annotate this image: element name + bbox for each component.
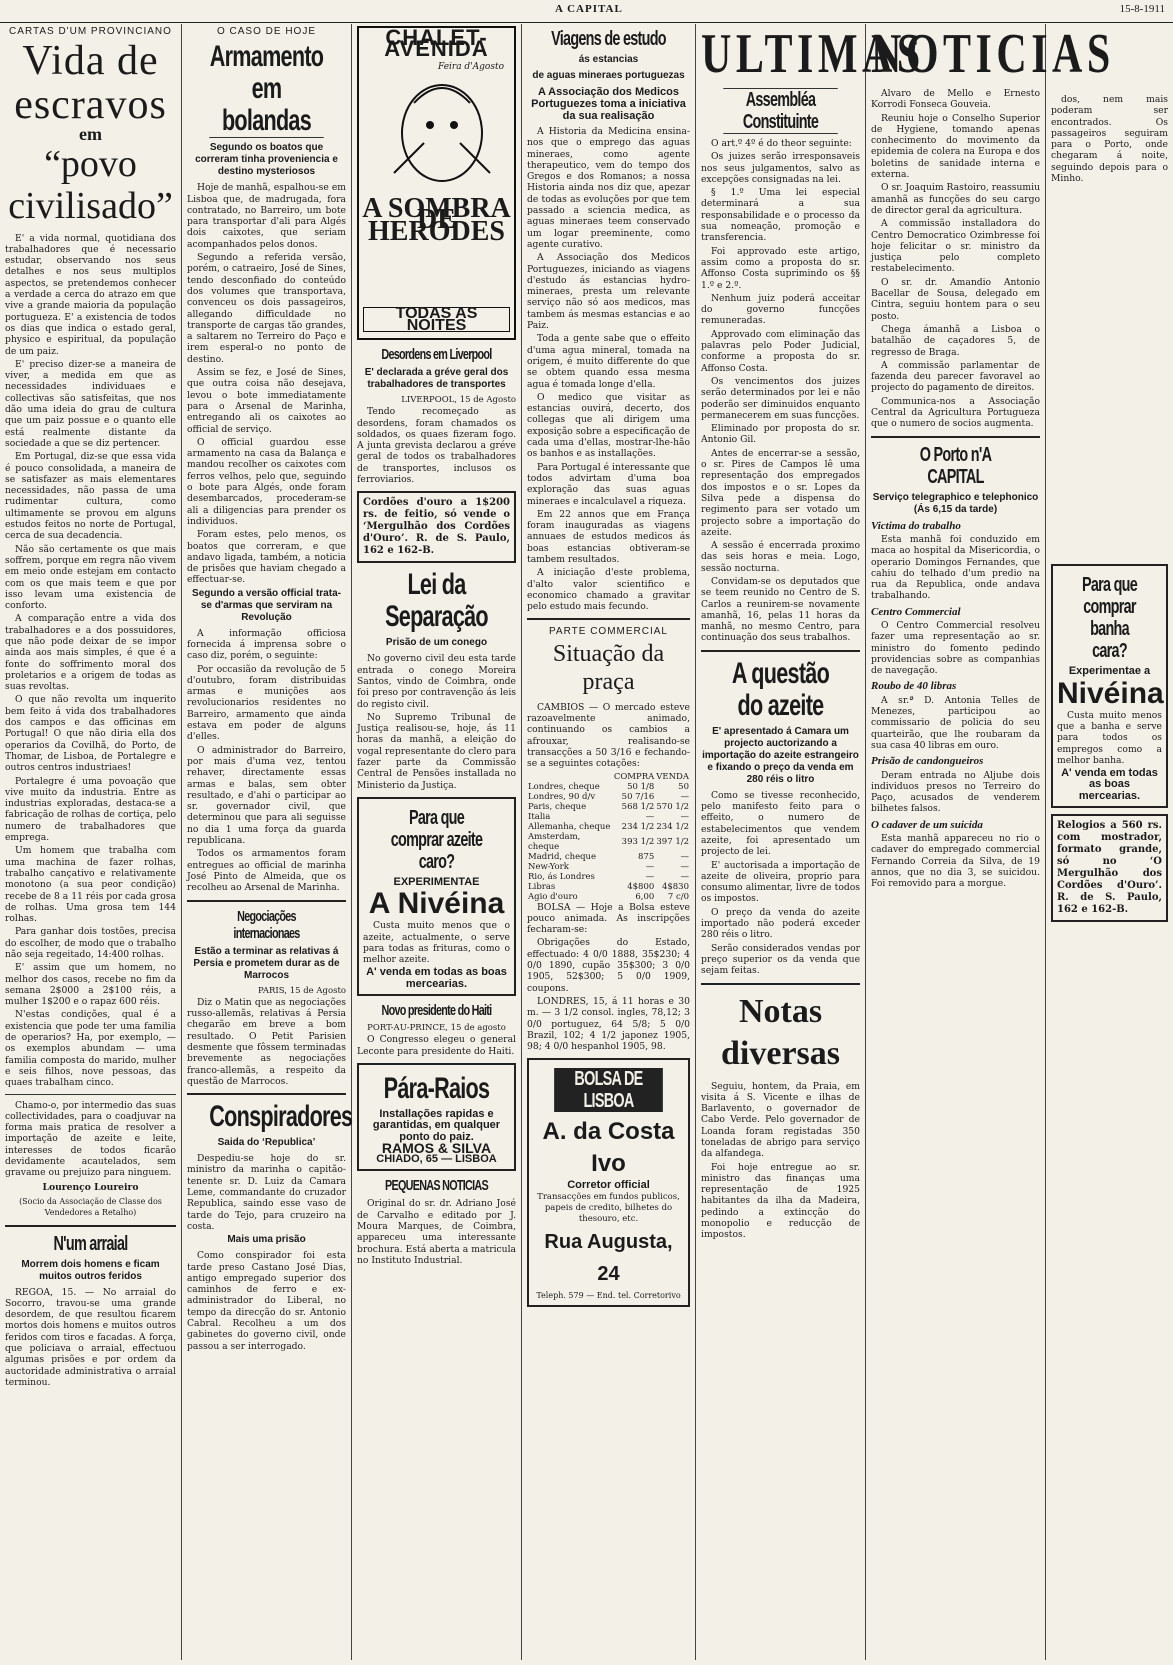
article-paragraph: Convidam-se os deputados que se teem reunido no Centro de S. Carlos a reunirem-se novamente amanhã, 16, pelas 11 horas da manhã, no mesmo Centro, para continuação dos seus trabalhos.	[701, 575, 860, 644]
article-paragraph: Seguiu, hontem, da Praia, em visita á S. Vicente e ilhas de Barlavento, o governador de Cabo Verde. Pelo governador de Loanda foram registadas 350 toneladas de abrigo para serviço da alfandega.	[701, 1080, 860, 1160]
banner-noticias: NOTICIAS	[871, 23, 1115, 85]
table-cell: —	[680, 861, 689, 872]
article-paragraph: Communica-nos a Associação Central da Agricultura Portugueza que o numero de socios augmenta.	[871, 395, 1040, 430]
table-cell: 397 1/2	[656, 836, 689, 847]
article-paragraph: Nenhum juiz poderá acceitar do governo funcções remuneradas.	[701, 292, 860, 327]
table-cell: 393 1/2	[621, 836, 655, 847]
issue-date: 15-8-1911	[1119, 3, 1165, 15]
table-cell: 50	[678, 781, 689, 792]
article-paragraph: Segundo a referida versão, porém, o catraeiro, José de Sines, tendo desconfiado do conteúdo dos volumes que transportava, convenceu os dois passageiros, allegando difficuldade no transporte de cargas tão grandes, a saltarem no Terreiro do Paço e irem esperal-o no ponto de destino.	[187, 252, 346, 365]
section-head: Centro Commercial	[871, 605, 961, 618]
table-cell: —	[680, 791, 689, 802]
table-row	[527, 882, 690, 892]
article-paragraph: O art.º 4º é do theor seguinte:	[711, 138, 852, 149]
ad-brand: Nivéina	[1057, 676, 1164, 710]
banner-ultimas: ULTIMAS	[701, 23, 925, 85]
poster-illustration	[364, 73, 520, 193]
headline-povo-civilisado: “povo civilisado”	[8, 142, 173, 227]
dateline: LIVERPOOL, 15 de Agosto	[401, 395, 516, 405]
headline-arraial: N'um arraial	[53, 1232, 128, 1255]
column-7	[1046, 24, 1173, 1660]
article-paragraph: E' a vida normal, quotidiana dos trabalhadores que é necessario estudar, observando nos seus detalhes e nos seus multiplos aspectos, se pretendemos conhecer a verdade a cerca do atrazo em que vive a grande maioria da população portugueza. E' a existencia de todos os dias que indica o estado geral, physico e espiritual, da população de um paiz.	[5, 232, 176, 357]
article-paragraph: N'estas condições, qual é a existencia que pode ter uma familia de operarios? Ha, por exemplo, — os exemplos abundam — uma familia composta do marido, mulher e seis filhos, nove pessoas, das quaes trabalham cinco.	[5, 1009, 176, 1089]
article-paragraph: Toda a gente sabe que o effeito d'uma agua mineral, tomada na origem, é muito differente do que se obtem quando essa mesma agua é tomada longe d'ella.	[527, 333, 690, 390]
article-paragraph: O Congresso elegeu o general Leconte para presidente do Haiti.	[357, 1034, 516, 1057]
table-cell: 50 1/8	[627, 781, 655, 792]
ad-address: Rua Augusta, 24	[544, 1230, 673, 1285]
table-cell: 875	[638, 851, 655, 862]
divider	[187, 1093, 346, 1095]
table-cell: New-York	[528, 861, 569, 872]
article-paragraph: E' assim que um homem, no melhor dos casos, recebe no fim da semana 2$000 a 2$100 réis, a mulher 1$200 e o rapaz 600 réis.	[5, 962, 176, 1008]
article-paragraph: BOLSA — Hoje a Bolsa esteve pouco animada. As inscripções fecharam-se:	[527, 901, 690, 936]
table-cell: —	[645, 861, 655, 872]
table-cell: Rio, ás Londres	[528, 871, 595, 882]
article-paragraph: O Centro Commercial resolveu fazer uma representação ao sr. ministro do fomento pedindo providencias sobre as companhias de navegação.	[871, 619, 1040, 677]
article-paragraph: O sr. dr. Amandio Antonio Bacellar de Sousa, delegado em Cintra, seguiu hontem para o seu posto.	[871, 276, 1040, 322]
table-cell: 4$830	[661, 881, 689, 892]
article-paragraph: Original do sr. dr. Adriano José de Carvalho e editado por J. Moura Marques, de Coimbra, appareceu uma interessante brochura. Está aberta a matricula no Instituto Industrial.	[357, 1198, 516, 1266]
headline-pequenas-noticias: PEQUENAS NOTICIAS	[385, 1177, 488, 1195]
subheadline: ás estancias	[578, 54, 639, 65]
niveina-banha-ad	[1051, 564, 1168, 808]
ad-company: RAMOS & SILVA	[381, 1139, 492, 1156]
table-row	[527, 812, 690, 822]
table-cell: —	[680, 871, 689, 882]
divider	[527, 618, 690, 620]
article-paragraph: Eliminado por proposta do sr. Antonio Gil.	[701, 423, 860, 446]
table-cell: —	[680, 851, 689, 862]
ad-body: Transacções em fundos publicos, papeis de credito, bilhetes do thesouro, etc.	[537, 1191, 680, 1225]
table-cell: 570 1/2	[656, 801, 689, 812]
article-paragraph: Chamo-o, por intermedio das suas collectividades, para o coadjuvar na forma mais pratica de resolver a importação de azeite e leite, interesses de todos ficarão devidamente acautelados, sem gravame ou prejuizo para ninguem.	[5, 1099, 176, 1179]
table-cell: 7 c/0	[667, 891, 689, 902]
headline-vida-de-escravos: Vida de escravos	[14, 38, 167, 129]
table-cell: —	[645, 871, 655, 882]
poster-show-title: A SOMBRA DE HERODES	[362, 193, 511, 247]
article-paragraph: Todos os armamentos foram entregues ao official de marinha José Pinto de Almeida, que os recolheu ao Arsenal de Marinha.	[187, 848, 346, 894]
article-paragraph: No Supremo Tribunal de Justiça realisou-se, hoje, ás 11 horas da manhã, a eleição do vogal representante do clero para fazer parte da Commissão Central de Pensões installada no Ministerio da Justiça.	[357, 711, 516, 791]
article-paragraph: Serão considerados vendas por preço superior os da venda que sejam feitas.	[701, 942, 860, 977]
poster-schedule: TODAS AS NOITES	[363, 307, 510, 332]
article-paragraph: Diz o Matin que as negociações russo-allemãs, relativas á Persia chegarão em breve a bom resultado. O Petit Parisien desmente que fôssem terminadas brevemente as negociações franco-allemãs, a respeito da questão de Marrocos.	[187, 996, 346, 1087]
article-paragraph: Esta manhã appareceu no rio o cadaver do empregado commercial Fernando Correia da Silva, de 19 annos, que no dia 3, se suicidou. Foi removido para a morgue.	[871, 833, 1040, 890]
article-paragraph: dos, nem mais poderam ser encontrados. Os passageiros seguiram para o Porto, onde chegaram á noite, seguindo depois para o Minho.	[1051, 94, 1168, 185]
article-paragraph: Esta manhã foi conduzido em maca ao hospital da Misericordia, o operario Domingos Fernandes, que cahiu do telhado d'um predio na rua da Republica, onde andava trabalhando.	[871, 533, 1040, 602]
table-cell: Amsterdam, cheque	[528, 831, 581, 852]
headline-conspiradores: Conspiradores	[209, 1100, 353, 1134]
article-paragraph: Foi hoje entregue ao sr. ministro das finanças uma representação de 1925 habitantes da ilha da Madeira, pedindo a extincção do monopolio e reducção de impostos.	[701, 1161, 860, 1241]
article-paragraph: Um homem que trabalha com uma machina de fazer rolhas, trabalho cançativo e relativamente monotono (a sua peor condição) recebe de 8 a 11 réis por cada grosa de rolhas. Uma grosa tem 144 rolhas.	[5, 845, 176, 925]
headline-viagens: Viagens de estudo	[551, 28, 666, 50]
ad-subline: Corretor official	[567, 1179, 650, 1192]
column-1	[0, 24, 182, 1660]
ad-name: A. da Costa Ivo	[542, 1118, 675, 1178]
table-cell: 50 7/16	[621, 791, 655, 802]
article-paragraph: § 1.º Uma lei especial determinará a sua responsabilidade e o processo da sua nomeação, promoção e transferencia.	[701, 187, 860, 244]
article-paragraph: Despediu-se hoje do sr. ministro da marinha o capitão-tenente sr. D. Luiz da Camara Leme, commandante do cruzador Republica, saindo esse vaso de tarde do Tejo, para cruzeiro na costa.	[187, 1153, 346, 1232]
table-row	[527, 892, 690, 902]
ad-body: Custa muito menos que o azeite, actualmente, o serve para todas as frituras, como o melhor azeite.	[363, 920, 510, 966]
article-paragraph: Foram estes, pelo menos, os boatos que correram, e que andavo ligada, também, a noticia de prisões que haviam chegado a effectuar-se.	[187, 529, 346, 586]
poster-venue: CHALET-AVENIDA	[384, 25, 489, 62]
masthead	[0, 0, 1173, 23]
article-paragraph: Os juizes serão irresponsaveis nos seus julgamentos, salvo as excepções consignadas na lei.	[701, 151, 860, 185]
section-head: Prisão de candongueiros	[871, 755, 984, 768]
headline-situacao-praca: Situação da praça	[552, 640, 665, 695]
article-paragraph: Alvaro de Mello e Ernesto Korrodi Fonseca Gouveia.	[871, 88, 1040, 111]
subheadline: Segundo a versão official trata-se d'armas que serviram na Revolução	[192, 587, 341, 623]
article-paragraph: A commissão installadora do Centro Democratico Ozimbresse foi hoje felicitar o sr. ministro da justiça pelo completo restabelecimento.	[871, 218, 1040, 275]
article-paragraph: Para ganhar dois tostões, precisa do escolher, de modo que o trabalho não seja regeitado, 14:400 rolhas.	[5, 926, 176, 960]
table-header-row	[527, 772, 690, 782]
article-paragraph: Não são certamente os que mais soffrem, porque em regra não vivem em meio onde estejam em contacto com os que mais teem e que por isso levam uma existencia de conforto.	[5, 543, 176, 612]
article-paragraph: Hoje de manhã, espalhou-se em Lisboa que, de madrugada, fora contratado, no Barreiro, um bote para transportar d'ali para Algés dois caixotes, que seriam acompanhados pelos donos.	[187, 182, 346, 250]
article-paragraph: O administrador do Barreiro, por mais d'uma vez, tentou rehaver, directamente essas armas e balas, sem obter resultado, e d'ahi o participar ao sr. governador civil, que determinou que para ali seguisse no dia 1 uma força da guarda republicana.	[187, 744, 346, 847]
column-2	[182, 24, 352, 1660]
headline-questao-azeite: A questão do azeite	[731, 656, 830, 722]
subheadline: Segundo os boatos que correram tinha proveniencia e destino mysteriosos	[195, 142, 338, 178]
ad-headline: Para que comprar azeite caro?	[390, 806, 483, 873]
article-paragraph: Como conspirador foi esta tarde preso Castano José Dias, antigo empregado superior dos caminhos de ferro e ex-administrador do Liberal, no tempo da direcção do sr. Antonio Cabral. Recolheu a um dos gabinetes do governo civil, onde passou a ser interrogado.	[187, 1250, 346, 1352]
table-header: VENDA	[656, 771, 689, 782]
table-row	[527, 782, 690, 792]
exchange-table	[527, 772, 690, 902]
divider	[701, 983, 860, 985]
niveina-ad	[357, 797, 516, 996]
ad-subline: EXPERIMENTAE	[393, 875, 480, 888]
ad-phone: Teleph. 579 — End. tel. Corretorivo	[536, 1290, 681, 1300]
article-paragraph: Chega ámanhã a Lisboa o batalhão de caçadores 5, de regresso de Braga.	[871, 323, 1040, 358]
article-paragraph: A sr.ª D. Antonia Telles de Menezes, participou ao commissario de policia do seu quarteirão, que lhe roubaram da sua casa 40 libras em ouro.	[871, 694, 1040, 751]
ad-brand: A Nivéina	[368, 887, 505, 921]
ad-headline: BOLSA DE LISBOA	[554, 1068, 663, 1112]
headline-haiti: Novo presidente do Haiti	[381, 1002, 492, 1020]
headline-lei-separacao: Lei da Separação	[385, 568, 488, 634]
lead: A Associação dos Medicos Portuguezes toma a iniciativa da sua realisação	[531, 86, 686, 122]
ad-subline: Installações rapidas e garantidas, em qualquer ponto do paiz.	[372, 1107, 501, 1143]
headline-liverpool: Desordens em Liverpool	[381, 346, 492, 363]
headline-assembleia: Assembléa Constituinte	[723, 88, 837, 134]
table-cell: —	[645, 811, 655, 822]
section-kicker: O CASO DE HOJE	[216, 26, 316, 37]
table-cell: 234 1/2	[656, 821, 689, 832]
divider	[5, 1225, 176, 1227]
column-3	[352, 24, 522, 1660]
headline-porto: O Porto n'A CAPITAL	[919, 443, 992, 488]
table-cell: Agio d'ouro	[528, 891, 578, 902]
ad-body: Custa muito menos que a banha e serve para todos os empregos como a melhor banha.	[1057, 709, 1162, 766]
column-4	[522, 24, 696, 1660]
table-cell: 6,00	[635, 891, 655, 902]
article-paragraph: A Historia da Medicina ensina-nos que o emprego das aguas mineraes, como agente therapeutico, vem do tempo dos Gregos e dos Romanos; a nossa Historia ainda nos diz que, apezar de todas as evoluções por que tem passado a sciencia medica, as aguas mineraes teem conservado um logar preeminente, como agente curativo.	[527, 126, 690, 250]
table-cell: Italia	[528, 811, 551, 822]
dateline: PARIS, 15 de Agosto	[257, 985, 346, 996]
article-paragraph: Para Portugal é interessante que todos advirtam d'uma boa exploração das suas aguas mineraes e incalculavel a riqueza.	[527, 461, 690, 507]
article-paragraph: O medico que visitar as estancias ouvirá, decerto, dos collegas que ali dirigem uma exposição sobre a especificação de cada uma d'ellas, mostrar-lhe-hão os banhos e as installações.	[527, 391, 690, 460]
table-cell: Londres, cheque	[528, 781, 600, 792]
table-cell: Paris, cheque	[528, 801, 587, 812]
section-head: O cadaver de um suicida	[871, 818, 983, 831]
table-cell: Madrid, cheque	[528, 851, 597, 862]
corretor-ad	[527, 1058, 690, 1306]
section-kicker: PARTE COMMERCIAL	[549, 626, 668, 638]
article-paragraph: REGOA, 15. — No arraial do Socorro, travou-se uma grande desordem, de que resultou ficarem mortos dois homens e muitos outros feridos com tiros e facadas. A força, que policiava o arraial, effectuou algumas prisões e por ordem da auctoridade administrativa o arraial terminou.	[5, 1286, 176, 1388]
relogios-ad: Relogios a 560 rs. com mostrador, formato grande, só no ‘O Mergulhão dos Cordões d'Ouro’. R. de S. Paulo, 162 e 162-B.	[1051, 814, 1168, 922]
newspaper-name: A CAPITAL	[555, 3, 623, 15]
article-paragraph: A commissão parlamentar de fazenda deu parecer favoravel ao projecto do pagamento de direitos.	[871, 359, 1040, 394]
table-row	[527, 802, 690, 812]
ad-headline: Pára-Raios	[383, 1071, 490, 1105]
article-paragraph: Reuniu hoje o Conselho Superior de Hygiene, tomando apenas conhecimento do movimento da epidemia de colera na Europa e dos boletins de sanidade interna e externa.	[871, 112, 1040, 181]
article-paragraph: Antes de encerrar-se a sessão, o sr. Pires de Campos lê uma representação dos empregados dos impostos e o sr. Lopes da Silva pede a dispensa do regimento para ser votado um projecto sobre a importação do azeite.	[701, 447, 860, 538]
article-paragraph: Assim se fez, e José de Sines, que outra coisa não desejava, levou o bote immediatamente para o Arsenal de Marinha, entregando ali os caixotes ao official de serviço.	[187, 367, 346, 435]
article-paragraph: Portalegre é uma povoação que vive muito da industria. Entre as industrias exploradas, destaca-se a fabricação de rolhas de cortiça, pelo numero de trabalhadores que emprega.	[5, 775, 176, 844]
headline-notas-diversas: Notas diversas	[721, 992, 840, 1072]
cordoes-ad: Cordões d'ouro a 1$200 rs. de feitio, só vende o ‘Mergulhão dos Cordões d'Ouro’. R. de S. Paulo, 162 e 162-B.	[357, 491, 516, 563]
divider	[187, 900, 346, 902]
ad-subline: Experimentae a	[1068, 665, 1151, 678]
table-cell: Libras	[528, 881, 556, 892]
table-cell: 234 1/2	[621, 821, 655, 832]
divider	[871, 436, 1040, 438]
article-paragraph: Em 22 annos que em França foram inauguradas as viagens annuaes de estudos medicos ás boas estancias obtiveram-se tambem resultados.	[527, 508, 690, 565]
article-paragraph: E' preciso dizer-se a maneira de viver, a medida em que as necessidades individuaes e collectivas são satisfeitas, que nos dão uma ideia do grau de cultura que um paiz possue e o quanto elle está realmente distante da sociedade a que se diz pertencer.	[5, 358, 176, 449]
ad-footer: A' venda em todas as boas mercearias.	[1061, 767, 1158, 802]
article-paragraph: A Associação dos Medicos Portuguezes, iniciando as viagens d'estudo ás estancias hydro-mineraes, presta um relevante serviço não só aos medicos, mas tambem ás mesmas estancias e ao Paiz.	[527, 252, 690, 332]
article-paragraph: Como se tivesse reconhecido, pelo manifesto feito para o effeito, o numero de estabelecimentos que vendem azeite, foi apresentado um projecto de lei.	[701, 789, 860, 858]
article-paragraph: Por occasião da revolução de 5 d'outubro, foram distribuidas armas e munições aos revolucionarios residentes no Barreiro, armamento que ainda estava em poder de alguns d'elles.	[187, 663, 346, 743]
table-row	[527, 852, 690, 862]
author-note: (Socio da Associação de Classe dos Vendedores a Retalho)	[19, 1196, 162, 1218]
ad-address: CHIADO, 65 — LISBOA	[376, 1153, 497, 1166]
poster-event: Feira d'Agosto	[437, 62, 504, 72]
section-kicker: CARTAS D'UM PROVINCIANO	[9, 26, 172, 37]
para-raios-ad	[357, 1063, 516, 1171]
divider	[5, 1094, 176, 1095]
divider	[701, 650, 860, 652]
article-paragraph: O que não revolta um inquerito bem feito á vida dos trabalhadores dos campos e das officinas em Portugal! O que não diria ella dos operarios da Covilhã, do Porto, de Thomar, de Lisboa, de Portalegre e outros centros industriaes!	[5, 694, 176, 774]
article-paragraph: A informação officiosa fornecida á imprensa sobre o caso diz, porém, o seguinte:	[187, 627, 346, 662]
subheadline: de aguas mineraes portuguezas	[532, 70, 685, 81]
article-paragraph: No governo civil deu esta tarde entrada o conego Moreira Santos, vindo de Coimbra, onde foi preso por contravenção ás leis do registo civil.	[357, 653, 516, 710]
subheadline: Estão a terminar as relativas á Persia e prometem durar as de Marrocos	[193, 945, 340, 981]
article-paragraph: LONDRES, 15, á 11 horas e 30 m. — 3 1/2 consol. ingles, 78,12; 3 0/0 portuguez, 64 5/8; 5 0/0 Brazil, 102; 4 1/2 japonez 1905, 98; 4 0/0 hespanhol 1905, 98.	[527, 995, 690, 1053]
article-paragraph: Foi approvado este artigo, assim como a proposta do sr. Affonso Costa suprimindo os §§ 1.º e 2.º.	[701, 245, 860, 291]
table-cell: 568 1/2	[621, 801, 655, 812]
theatre-poster-ad	[357, 26, 516, 340]
headline-negociacoes: Negociações internacionaes	[233, 907, 300, 942]
article-paragraph: O official guardou esse armamento na casa da Balança e mandou recolher os caixotes com ferros velhos, pelo que, seguindo o bote para Algés, onde foram desembarcados, procederam-se ali a diligencias para prender os individuos.	[187, 436, 346, 527]
table-cell: Allemanha, cheque	[528, 821, 611, 832]
article-paragraph: E' auctorisada a importação de azeite de oliveira, proprio para consumo alimentar, livre de todos os impostos.	[701, 859, 860, 905]
article-paragraph: Approvado com eliminação das palavras pelo Poder Judicial, conforme a proposta do sr. Affonso Costa.	[701, 328, 860, 374]
article-paragraph: Obrigações do Estado, effectuado: 4 0/0 1888, 35$230; 4 0/0 1890, cupão 35$300; 3 0/0 1905, 52$300; 5 0/0 1909, coupons.	[527, 937, 690, 994]
table-row	[527, 792, 690, 802]
subheadline: Mais uma prisão	[227, 1234, 306, 1246]
table-header: COMPRA	[613, 771, 655, 782]
article-paragraph: A comparação entre a vida dos trabalhadores e a dos possuidores, que não pode deixar de se impor ainda aos mais simples, é que é a fonte do soffrimento moral dos proletarios e a origem de todas as suas revoltas.	[5, 613, 176, 693]
ad-footer: A' venda em todas as boas mercearias.	[366, 966, 507, 990]
article-paragraph: Tendo recomeçado as desordens, foram chamados os soldados, os quaes fizeram fogo. A junta grevista declarou a gréve geral de todos os trabalhadores de transportes, inclusos os ferroviarios.	[357, 406, 516, 486]
article-paragraph: A iniciação d'este problema, d'alto valor scientifico e economico chamado a gravitar pelo estudo mais fecundo.	[527, 567, 690, 613]
subheadline: E' apresentado á Camara um projecto auctorizando a importação do azeite estrangeiro e fixando o preço da venda em 280 réis o litro	[702, 725, 859, 785]
article-paragraph: O preço da venda do azeite importado não poderá exceder 280 réis o litro.	[701, 906, 860, 941]
table-cell: —	[680, 811, 689, 822]
section-head: Victima do trabalho	[871, 519, 961, 532]
article-paragraph: O sr. Joaquim Rastoiro, reassumiu amanhã as funcções do seu cargo de director geral da agricultura.	[871, 182, 1040, 216]
article-paragraph: Os vencimentos dos juizes serão determinados por lei e não poderão ser diminuidos enquanto permanecerem em suas funcções.	[701, 375, 860, 421]
table-cell: 4$800	[627, 881, 655, 892]
article-paragraph: Em Portugal, diz-se que essa vida é pouco consolidada, a maneira de se satisfazer as mais elementares necessidades, não passa de uma rudimentar cultura, como ultimamente se provou em alguns estudos feitos no norte de Portugal, cerca de sua decadencia.	[5, 451, 176, 542]
subheadline: Saida do ‘Republica’	[217, 1137, 316, 1149]
table-cell: Londres, 90 d/v	[528, 791, 596, 802]
subheadline: Serviço telegraphico e telephonico (Ás 6,15 da tarde)	[872, 491, 1039, 515]
article-paragraph: Deram entrada no Aljube dois individuos presos no Terreiro do Paço, acusados de venderem bilhetes falsos.	[871, 769, 1040, 815]
subheadline: E' declarada a gréve geral dos trabalhadores de transportes	[364, 367, 509, 390]
table-header	[527, 772, 613, 782]
table-row	[527, 872, 690, 882]
headline-connector: em	[79, 124, 102, 145]
table-row	[527, 862, 690, 872]
article-paragraph: CAMBIOS — O mercado esteve razoavelmente animado, continuando os cambios a afrouxar, realisando-se transacções a 50 3/16 e fechando-se a seguintes cotações:	[527, 701, 690, 770]
subheadline-arraial: Morrem dois homens e ficam muitos outros feridos	[21, 1258, 160, 1282]
dateline: PORT-AU-PRINCE, 15 de agosto	[367, 1023, 506, 1034]
table-row	[527, 832, 690, 852]
section-head: Roubo de 40 libras	[871, 680, 957, 693]
table-row	[527, 822, 690, 832]
subheadline: Prisão de um conego	[385, 637, 488, 649]
article-paragraph: A sessão é encerrada proximo das seis horas e meia. Logo, sessão nocturna.	[701, 540, 860, 574]
ad-headline: Para que comprar banha cara?	[1081, 574, 1138, 663]
author-signature: Lourenço Loureiro	[42, 1181, 139, 1193]
headline-armamento: Armamento em bolandas	[209, 40, 324, 138]
